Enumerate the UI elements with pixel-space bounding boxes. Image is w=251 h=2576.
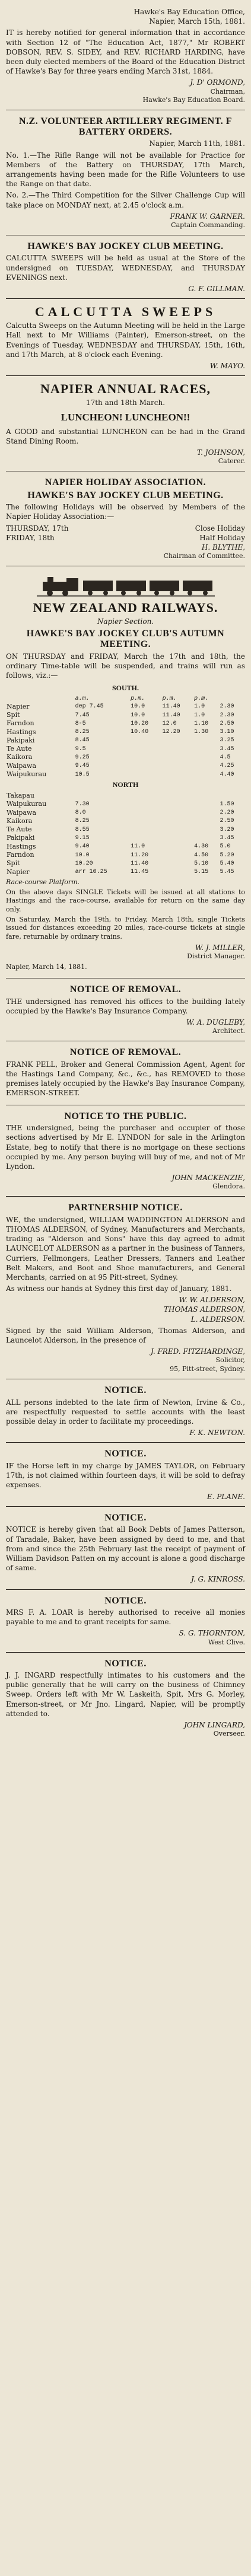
partnership-body: WE, the undersigned, WILLIAM WADDINGTON ALDERSON and THOMAS ALDERSON, of Sydney, Manufacturers and Merchants, trading as "Alderson and Sons" have this day agreed to admit LAUNCELOT ALDERSON as a partner in the business of Tanners, Curriers, Fellmongers, Leather Dressers, Tanners and Leather Belt Makers, and Boot and Shoe manufacturers, and General Merchants, carried on at 95 Pitt-street, Sydney. <box>6 1215 245 1281</box>
train-time <box>130 762 161 770</box>
train-time <box>162 737 193 745</box>
train-time: 1.0 <box>194 712 205 719</box>
partnership-witness-place: 95, Pitt-street, Sydney. <box>170 1365 245 1373</box>
timetable-south-row <box>6 728 245 737</box>
train-time: 10.20 <box>131 720 149 727</box>
timetable-north-row <box>6 825 245 834</box>
races-signatory: T. JOHNSON, <box>196 448 245 457</box>
train-time: 3.25 <box>220 737 234 744</box>
timetable-header-col-4: p.m. <box>194 695 209 702</box>
artillery-order-2: No. 2.—The Third Competition for the Silver Challenge Cup will take place on MONDAY next, at 2.45 o'clock a.m. <box>6 191 245 209</box>
partnership-title: PARTNERSHIP NOTICE. <box>68 1203 183 1213</box>
station-name: Waipukurau <box>7 800 47 808</box>
timetable-south-label: SOUTH. <box>112 684 139 693</box>
education-date: Napier, March 15th, 1881. <box>149 17 245 26</box>
races-dates: 17th and 18th March. <box>85 398 166 407</box>
calcutta-title: CALCUTTA SWEEPS <box>34 304 217 320</box>
railways-race-platform: Race-course Platform. <box>6 878 80 886</box>
timetable-north-row <box>6 809 245 817</box>
train-time <box>162 792 193 800</box>
train-time: 8.0 <box>75 809 86 817</box>
holiday-notice <box>6 471 245 566</box>
train-time <box>130 800 161 808</box>
train-time: 11.20 <box>131 852 149 859</box>
races-role: Caterer. <box>218 457 245 466</box>
timetable-header <box>6 695 245 703</box>
holiday-day-2-label: FRIDAY, 18th <box>6 533 55 542</box>
train-time: 11.0 <box>131 843 145 850</box>
train-time <box>193 817 219 825</box>
train-time <box>162 859 193 868</box>
timetable-header-col-3: p.m. <box>162 695 177 702</box>
train-time: 10.0 <box>131 712 145 719</box>
station-name: Waipawa <box>7 808 36 817</box>
station-name: Hastings <box>7 842 36 850</box>
station-name: Napier <box>7 702 30 710</box>
public-title: NOTICE TO THE PUBLIC. <box>64 1111 187 1121</box>
train-time: 1.0 <box>194 703 205 710</box>
artillery-title: N.Z. VOLUNTEER ARTILLERY REGIMENT. F BATTERY ORDERS. <box>19 116 232 137</box>
holiday-day-2-note: Half Holiday <box>199 533 245 542</box>
train-time: 4.40 <box>220 771 234 778</box>
train-time: 9.40 <box>75 843 90 850</box>
train-time <box>193 745 219 753</box>
station-name: Pakipaki <box>7 736 35 744</box>
railways-section: Napier Section. <box>97 617 154 626</box>
timetable-south-row <box>6 762 245 770</box>
train-time: 4.30 <box>194 843 209 850</box>
removal-1-body: THE undersigned has removed his offices to the building lately occupied by the Hawke's Bay Insurance Company. <box>6 997 245 1016</box>
train-time <box>193 800 219 808</box>
timetable-south-row <box>6 703 245 711</box>
timetable-south-row <box>6 719 245 728</box>
holiday-role: Chairman of Committee. <box>163 552 245 560</box>
loar-signatory: S. G. THORNTON, <box>179 1629 245 1638</box>
timetable-north-row <box>6 859 245 868</box>
artillery-date: Napier, March 11th, 1881. <box>149 139 245 148</box>
train-time: 5.0 <box>220 843 231 850</box>
kinross-title: NOTICE. <box>104 1512 147 1523</box>
lingard-title: NOTICE. <box>104 1658 147 1669</box>
train-time <box>130 825 161 834</box>
holiday-day-1 <box>6 524 245 533</box>
train-time <box>130 792 161 800</box>
train-time: 12.0 <box>162 720 177 727</box>
train-time <box>162 868 193 876</box>
timetable-north-row <box>6 868 245 876</box>
train-time <box>162 825 193 834</box>
train-time: 8-5 <box>75 720 86 727</box>
station-name: Hastings <box>7 728 36 736</box>
partnership-witness: Signed by the said William Alderson, Thomas Alderson, and Launcelot Alderson, in the presence of <box>6 1326 245 1345</box>
public-place: Glendora. <box>212 1182 245 1191</box>
train-time: arr 10.25 <box>75 869 107 876</box>
holiday-day-1-note: Close Holiday <box>195 524 245 533</box>
train-time <box>162 851 193 859</box>
train-time: 5.10 <box>194 860 209 867</box>
holiday-day-1-label: THURSDAY, 17th <box>6 524 69 533</box>
railways-subtitle: HAWKE'S BAY JOCKEY CLUB'S AUTUMN MEETING. <box>26 629 225 649</box>
train-time: 5.40 <box>220 860 234 867</box>
station-name: Te Aute <box>7 745 32 753</box>
jockey-sweeps-body: CALCUTTA SWEEPS will be held as usual at the Store of the undersigned on TUESDAY, WEDNESDAY, and THURSDAY EVENINGS next. <box>6 254 245 282</box>
train-time: 10.5 <box>75 771 90 778</box>
railways-foot-1: On the above days SINGLE Tickets will be issued at all stations to Hastings and the race-course, available for return on the same day only. <box>6 888 245 913</box>
train-time: 11.45 <box>131 869 149 876</box>
timetable-north-row <box>6 792 245 800</box>
train-time <box>162 762 193 770</box>
kinross-signatory: J. G. KINROSS. <box>191 1575 245 1584</box>
train-time: 8.25 <box>75 729 90 736</box>
calcutta-body: Calcutta Sweeps on the Autumn Meeting will be held in the Large Hall next to Mr Williams (Painter), Emerson-street, on the Evenings of Tuesday, WEDNESDAY and THURSDAY, 15th, 16th, and 17th March, at 8 o'clock each Evening. <box>6 321 245 359</box>
train-time <box>193 770 219 779</box>
station-name: Spit <box>7 859 20 868</box>
removal-notice-2 <box>6 1041 245 1105</box>
train-time <box>130 753 161 761</box>
lingard-notice <box>6 1653 245 1744</box>
timetable-south-row <box>6 737 245 745</box>
train-time: 10.0 <box>131 703 145 710</box>
education-notice <box>6 4 245 110</box>
station-name: Pakipaki <box>7 834 35 842</box>
education-role: Chairman, <box>210 87 245 95</box>
station-name: Waipukurau <box>7 770 47 779</box>
partnership-name-1: W. W. ALDERSON, <box>179 1296 245 1305</box>
train-time <box>193 834 219 842</box>
train-time <box>162 834 193 842</box>
timetable-north-row <box>6 851 245 859</box>
holiday-subtitle: HAWKE'S BAY JOCKEY CLUB MEETING. <box>27 490 224 500</box>
education-body: IT is hereby notified for general information that in accordance with Section 12 of "The Education Act, 1877," Mr ROBERT DOBSON, REV. S. SIDEY, and REV. RICHARD HARDING, have been duly elected members of the Board of the Education District of Hawke's Bay for three years ending March 31st, 1884. <box>6 28 245 76</box>
railways-role: District Manager. <box>187 952 245 961</box>
railways-title: NEW ZEALAND RAILWAYS. <box>33 600 218 615</box>
train-time: 3.10 <box>220 729 234 736</box>
timetable-north-label: NORTH <box>112 780 139 789</box>
train-time: 10.0 <box>75 852 90 859</box>
calcutta-signatory: W. MAYO. <box>209 362 245 370</box>
railways-foot-2: On Saturday, March the 19th, to Friday, March 18th, single Tickets issued for distances exceeding 20 miles, race-course tickets at single fare, returnable by ordinary trains. <box>6 916 245 941</box>
timetable-south-row <box>6 753 245 761</box>
station-name: Kaikora <box>7 753 33 761</box>
kinross-notice <box>6 1507 245 1590</box>
train-time <box>162 745 193 753</box>
partnership-notice <box>6 1197 245 1379</box>
removal-1-signatory: W. A. DUGLEBY, <box>186 1018 245 1027</box>
station-name: Takapau <box>7 791 34 799</box>
train-time: 9.5 <box>75 745 86 753</box>
train-time: 2.30 <box>220 712 234 719</box>
loar-body: MRS F. A. LOAR is hereby authorised to receive all monies payable to me and to grant receipts for same. <box>6 1608 245 1627</box>
railways-intro: ON THURSDAY and FRIDAY, March the 17th and 18th, the ordinary Time-table will be suspended, and trains will run as follows, viz.:— <box>6 652 245 680</box>
train-time: 5.20 <box>220 852 234 859</box>
partnership-continued: As witness our hands at Sydney this first day of January, 1881. <box>6 1284 232 1293</box>
train-time: 9.15 <box>75 835 90 842</box>
public-signatory: JOHN MACKENZIE, <box>171 1174 245 1182</box>
train-time: 7.30 <box>75 801 90 808</box>
railways-notice <box>6 566 245 978</box>
partnership-name-2: THOMAS ALDERSON, <box>164 1305 245 1314</box>
station-name: Kaikora <box>7 817 33 825</box>
timetable-south-row <box>6 745 245 753</box>
railways-signatory: W. J. MILLER, <box>195 943 245 952</box>
horse-title: NOTICE. <box>104 1449 147 1459</box>
loar-notice <box>6 1590 245 1653</box>
train-time <box>130 745 161 753</box>
train-time: 2.50 <box>220 720 234 727</box>
train-time: 4.5 <box>220 754 231 761</box>
train-time: 8.55 <box>75 826 90 833</box>
removal-1-title: NOTICE OF REMOVAL. <box>69 984 182 995</box>
timetable-north-row <box>6 843 245 851</box>
timetable-header-col-1: a.m. <box>75 695 90 702</box>
train-time <box>193 753 219 761</box>
train-time <box>193 825 219 834</box>
train-time <box>130 770 161 779</box>
train-time <box>130 809 161 817</box>
train-time: 2.20 <box>220 809 234 817</box>
train-time: 9.45 <box>75 763 90 770</box>
train-time: 8.25 <box>75 818 90 825</box>
education-office: Hawke's Bay Education Office, <box>134 8 245 16</box>
train-time <box>162 770 193 779</box>
newton-signatory: F. K. NEWTON. <box>189 1429 245 1437</box>
newton-title: NOTICE. <box>104 1385 147 1396</box>
horse-body: IF the Horse left in my charge by JAMES TAYLOR, on February 17th, is not claimed within fourteen days, it will be sold to defray expenses. <box>6 1462 245 1490</box>
timetable-north <box>6 779 245 876</box>
train-time <box>75 792 131 800</box>
newton-body: ALL persons indebted to the late firm of Newton, Irvine & Co., are respectfully requested to settle accounts with the least possible delay in order to facilitate my proceedings. <box>6 1398 245 1426</box>
train-time <box>162 753 193 761</box>
station-name: Farndon <box>7 851 34 859</box>
kinross-body: NOTICE is hereby given that all Book Debts of James Patterson, of Taradale, Baker, have been assigned by deed to me, and that from and since the 25th February last the receipt of payment of William Davidson Patten on my account is alone a good discharge of same. <box>6 1525 245 1573</box>
train-time: 3.45 <box>220 835 234 842</box>
train-time: 3.45 <box>220 745 234 753</box>
train-time <box>130 817 161 825</box>
education-signatory: J. D' ORMOND, <box>190 78 245 87</box>
train-time <box>193 792 219 800</box>
train-time <box>193 737 219 745</box>
station-name: Spit <box>7 710 20 719</box>
train-time: 10.20 <box>75 860 93 867</box>
station-name: Waipawa <box>7 761 36 770</box>
train-time <box>162 800 193 808</box>
holiday-body: The following Holidays will be observed by Members of the Napier Holiday Association:— <box>6 503 245 521</box>
train-time: 12.20 <box>162 729 180 736</box>
horse-notice <box>6 1443 245 1506</box>
removal-1-role: Architect. <box>212 1027 245 1035</box>
public-body: THE undersigned, being the purchaser and occupier of those sections advertised by Mr E. LYNDON for sale in the Arlington Estate, beg to notify that there is no mortgage on these sections occupied by me. Any person buying will buy of me, and not of Mr Lyndon. <box>6 1124 245 1171</box>
train-time <box>130 834 161 842</box>
jockey-sweeps-title: HAWKE'S BAY JOCKEY CLUB MEETING. <box>27 241 224 251</box>
train-time: 1.50 <box>220 801 234 808</box>
lingard-role: Overseer. <box>213 1730 245 1738</box>
removal-notice-1 <box>6 978 245 1041</box>
timetable-north-row <box>6 817 245 825</box>
partnership-witness-signatory: J. FRED. FITZHARDINGE, <box>150 1347 245 1356</box>
lingard-body: J. J. INGARD respectfully intimates to his customers and the public generally that he will carry on the business of Chimney Sweep. Orders left with Mr W. Laskeith, Spit, Mrs G. Morley, Emerson-street, or Mr Jno. Lingard, Napier, will be promptly attended to. <box>6 1671 245 1718</box>
train-time <box>193 809 219 817</box>
train-time <box>193 762 219 770</box>
train-time: 9.25 <box>75 754 90 761</box>
train-time <box>162 809 193 817</box>
timetable-south-row <box>6 711 245 719</box>
train-time: 5.45 <box>220 869 234 876</box>
races-luncheon: LUNCHEON! LUNCHEON!! <box>61 411 190 423</box>
partnership-name-3: L. ALDERSON. <box>190 1315 245 1324</box>
timetable-south <box>6 682 245 779</box>
races-notice <box>6 376 245 471</box>
removal-2-title: NOTICE OF REMOVAL. <box>69 1047 182 1058</box>
locomotive-illustration <box>37 573 215 597</box>
train-time: 11.40 <box>162 712 180 719</box>
railways-date: Napier, March 14, 1881. <box>6 963 87 971</box>
train-time: 11.40 <box>162 703 180 710</box>
lingard-signatory: JOHN LINGARD, <box>184 1721 245 1730</box>
station-name: Napier <box>7 868 30 876</box>
train-time: 4.50 <box>194 852 209 859</box>
holiday-signatory: H. BLYTHE, <box>201 543 245 551</box>
train-time: 1.30 <box>194 729 209 736</box>
train-time: 2.50 <box>220 818 234 825</box>
loar-place: West Clive. <box>208 1638 245 1646</box>
holiday-day-2 <box>6 533 245 543</box>
train-time <box>162 817 193 825</box>
removal-2-body: FRANK PELL, Broker and General Commission Agent, Agent for the Hastings Land Company, &c., &c., has REMOVED to those premises lately occupied by the Hawke's Bay Insurance Company, EMERSON-STREET. <box>6 1060 245 1098</box>
jockey-sweeps-notice <box>6 235 245 299</box>
newton-notice <box>6 1379 245 1443</box>
train-time <box>130 737 161 745</box>
artillery-role: Captain Commanding. <box>171 221 245 229</box>
jockey-sweeps-signatory: G. F. GILLMAN. <box>188 284 245 293</box>
timetable-header-col-2: p.m. <box>131 695 145 702</box>
horse-signatory: E. PLANE. <box>206 1492 245 1501</box>
train-time: 4.25 <box>220 763 234 770</box>
train-time <box>220 792 246 800</box>
station-name: Te Aute <box>7 825 32 834</box>
train-time: 5.15 <box>194 869 209 876</box>
artillery-order-1: No. 1.—The Rifle Range will not be available for Practice for Members of the Battery on THURSDAY, 17th March, arrangements having been made for the Rifle Volunteers to use the Range on that date. <box>6 151 245 189</box>
partnership-witness-role: Solicitor, <box>215 1356 245 1364</box>
races-body: A GOOD and substantial LUNCHEON can be had in the Grand Stand Dining Room. <box>6 427 245 445</box>
station-name: Farndon <box>7 719 34 728</box>
train-time: 11.40 <box>131 860 149 867</box>
train-time: 7.45 <box>75 712 90 719</box>
timetable-north-row <box>6 800 245 808</box>
train-time: 3.20 <box>220 826 234 833</box>
train-time: 2.30 <box>220 703 234 710</box>
holiday-title: NAPIER HOLIDAY ASSOCIATION. <box>45 477 206 487</box>
races-title: NAPIER ANNUAL RACES, <box>40 381 211 397</box>
public-notice <box>6 1105 245 1197</box>
calcutta-notice <box>6 299 245 376</box>
timetable <box>6 682 245 876</box>
train-time <box>162 843 193 851</box>
train-time: 10.40 <box>131 729 149 736</box>
artillery-signatory: FRANK W. GARNER. <box>170 212 245 221</box>
train-time: 1.10 <box>194 720 209 727</box>
train-time: 8.45 <box>75 737 90 744</box>
education-board: Hawke's Bay Education Board. <box>142 96 245 104</box>
train-time: dep 7.45 <box>75 703 104 710</box>
loar-title: NOTICE. <box>104 1595 147 1606</box>
artillery-notice <box>6 110 245 235</box>
timetable-south-row <box>6 770 245 779</box>
timetable-north-row <box>6 834 245 842</box>
